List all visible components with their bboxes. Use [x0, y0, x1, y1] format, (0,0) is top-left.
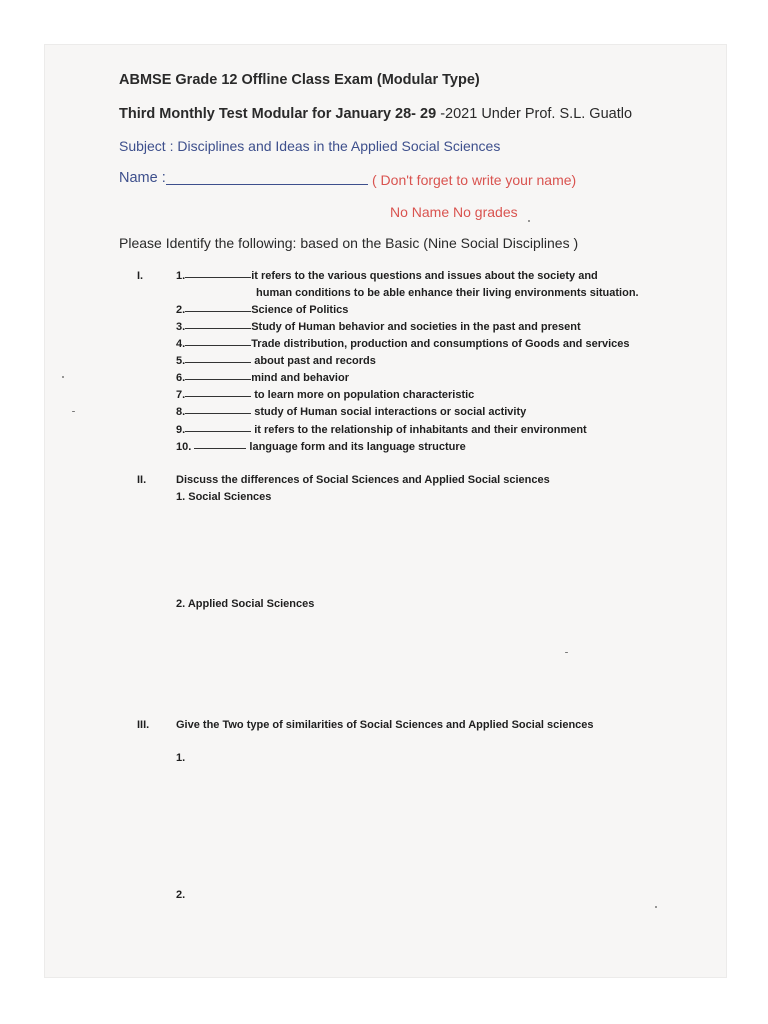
item-text: study of Human social interactions or social activity	[251, 406, 527, 418]
list-item	[176, 389, 474, 401]
answer-blank[interactable]	[185, 311, 251, 312]
answer-blank[interactable]	[185, 396, 251, 397]
answer-area-social-sciences[interactable]	[176, 510, 636, 590]
name-reminder: ( Don't forget to write your name)	[372, 172, 577, 188]
part3-sub2: 2.	[176, 889, 186, 901]
scan-speck	[565, 652, 568, 653]
item-text: Science of Politics	[251, 304, 349, 316]
item-number: 3.	[176, 321, 186, 333]
item-number: 9.	[176, 424, 186, 436]
list-item	[176, 270, 598, 282]
answer-blank[interactable]	[185, 379, 251, 380]
list-item	[176, 372, 349, 384]
item-number: 8.	[176, 406, 186, 418]
no-name-warning: No Name No grades	[390, 204, 518, 220]
part3-prompt: Give the Two type of similarities of Social Sciences and Applied Social sciences	[176, 719, 594, 731]
item-number: 6.	[176, 372, 186, 384]
item-number: 5.	[176, 355, 186, 367]
exam-title: ABMSE Grade 12 Offline Class Exam (Modular Type)	[119, 72, 480, 88]
part3-sub1: 1.	[176, 752, 186, 764]
instruction: Please Identify the following: based on the Basic (Nine Social Disciplines )	[119, 235, 579, 251]
list-item	[176, 321, 581, 333]
item-text: it refers to the various questions and issues about the society and	[251, 270, 598, 282]
scan-speck	[655, 906, 657, 908]
list-item	[176, 441, 466, 453]
item-text: about past and records	[251, 355, 376, 367]
list-item	[176, 424, 587, 436]
item-text: mind and behavior	[251, 372, 349, 384]
list-item	[176, 338, 630, 350]
answer-blank[interactable]	[194, 448, 246, 449]
answer-area-applied-social-sciences[interactable]	[176, 617, 636, 707]
part2-sub1: 1. Social Sciences	[176, 491, 272, 503]
answer-blank[interactable]	[185, 328, 251, 329]
part2-prompt: Discuss the differences of Social Sciences and Applied Social sciences	[176, 474, 550, 486]
part3-numeral: III.	[137, 719, 150, 731]
item-text: Trade distribution, production and consumptions of Goods and services	[251, 338, 630, 350]
test-subtitle-bold: Third Monthly Test Modular for January 28- 29	[119, 106, 441, 122]
item-text-continued: human conditions to be able enhance their living environments situation.	[256, 287, 639, 299]
item-number: 2.	[176, 304, 186, 316]
item-text: it refers to the relationship of inhabitants and their environment	[251, 424, 587, 436]
answer-blank[interactable]	[185, 345, 251, 346]
answer-blank[interactable]	[185, 431, 251, 432]
name-field-line[interactable]	[166, 184, 368, 185]
list-item	[176, 355, 376, 367]
subject-line: Subject : Disciplines and Ideas in the Applied Social Sciences	[119, 138, 501, 154]
test-subtitle-rest: -2021 Under Prof. S.L. Guatlo	[440, 106, 633, 122]
scan-speck	[72, 411, 75, 412]
name-label: Name :	[119, 170, 166, 186]
item-number: 1.	[176, 270, 186, 282]
answer-blank[interactable]	[185, 362, 251, 363]
item-number: 4.	[176, 338, 186, 350]
scan-speck	[528, 220, 530, 222]
answer-blank[interactable]	[185, 413, 251, 414]
item-number: 7.	[176, 389, 186, 401]
part2-sub2: 2. Applied Social Sciences	[176, 598, 315, 610]
part1-numeral: I.	[137, 270, 144, 282]
part2-numeral: II.	[137, 474, 147, 486]
item-number: 10.	[176, 441, 192, 453]
answer-area-similarity-1[interactable]	[176, 770, 636, 880]
scan-speck	[62, 376, 64, 378]
test-subtitle	[119, 106, 632, 122]
item-text: language form and its language structure	[246, 441, 466, 453]
answer-area-similarity-2[interactable]	[176, 906, 636, 966]
list-item	[176, 406, 526, 418]
item-text: Study of Human behavior and societies in the past and present	[251, 321, 581, 333]
answer-blank[interactable]	[185, 277, 251, 278]
item-text: to learn more on population characteristic	[251, 389, 475, 401]
list-item	[176, 304, 348, 316]
